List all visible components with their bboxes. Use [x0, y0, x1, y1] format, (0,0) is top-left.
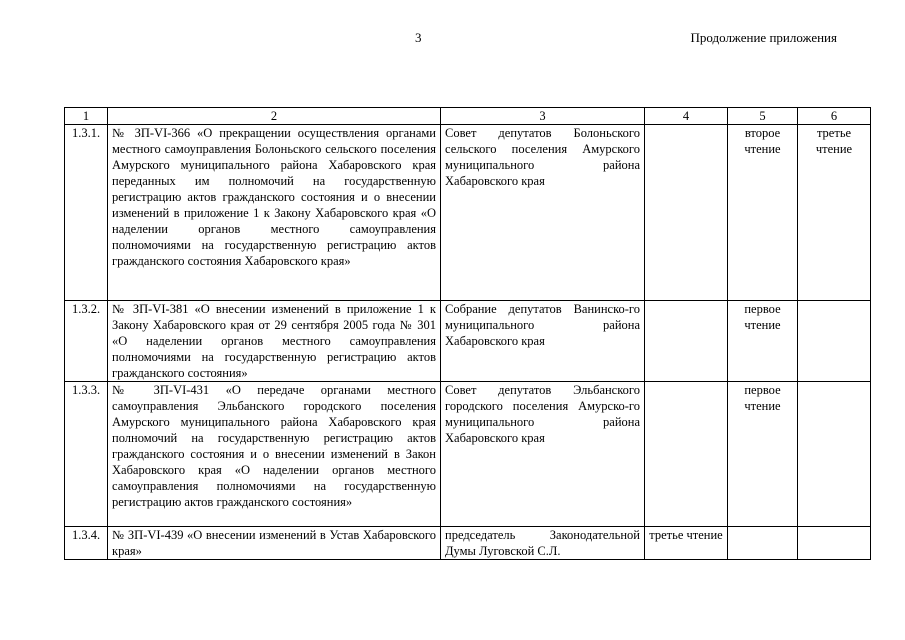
- reading-col5: [728, 527, 798, 560]
- row-number: 1.3.3.: [65, 382, 108, 527]
- continuation-label: Продолжение приложения: [690, 30, 837, 45]
- reading-col4: [645, 301, 728, 382]
- initiator: Совет депутатов Болоньского сельского поселения Амурского муниципального района Хабаровского края: [441, 125, 645, 301]
- row-number: 1.3.2.: [65, 301, 108, 382]
- bill-title: № ЗП-VI-366 «О прекращении осуществления органами местного самоуправления Болоньского сельского поселения Амурского муниципального района Хабаровского края переданных им полномочий на государственную регистрацию актов гражданского состояния и о внесении изменений в приложение 1 к Закону Хабаровского края «О наделении органов местного самоуправления полномочиями на государственную регистрацию актов гражданского состояния Хабаровского края»: [108, 125, 441, 301]
- reading-col6: [798, 527, 871, 560]
- reading-col6: [798, 382, 871, 527]
- page-number: 3: [415, 30, 422, 45]
- header-row: [65, 108, 871, 125]
- column-header-2: 2: [108, 108, 441, 125]
- row-number: 1.3.4.: [65, 527, 108, 560]
- table-row: [65, 301, 871, 382]
- table-row: [65, 382, 871, 527]
- initiator: Совет депутатов Эльбанского городского поселения Амурско-го муниципального района Хабаровского края: [441, 382, 645, 527]
- reading-col4: третье чтение: [645, 527, 728, 560]
- reading-col5: первое чтение: [728, 301, 798, 382]
- agenda-table: [64, 107, 871, 560]
- bill-title: № ЗП-VI-381 «О внесении изменений в приложение 1 к Закону Хабаровского края от 29 сентября 2005 года № 301 «О наделении органов местного самоуправления полномочиями на государственную регистрацию актов гражданского состояния»: [108, 301, 441, 382]
- column-header-6: 6: [798, 108, 871, 125]
- table-row: [65, 527, 871, 560]
- initiator: Собрание депутатов Ванинско-го муниципального района Хабаровского края: [441, 301, 645, 382]
- initiator: председатель Законодательной Думы Луговской С.Л.: [441, 527, 645, 560]
- reading-col4: [645, 125, 728, 301]
- reading-col5: второе чтение: [728, 125, 798, 301]
- reading-col6: третье чтение: [798, 125, 871, 301]
- reading-col5: первое чтение: [728, 382, 798, 527]
- row-number: 1.3.1.: [65, 125, 108, 301]
- table-row: [65, 125, 871, 301]
- bill-title: № ЗП-VI-439 «О внесении изменений в Устав Хабаровского края»: [108, 527, 441, 560]
- bill-title: № ЗП-VI-431 «О передаче органами местного самоуправления Эльбанского городского поселения Амурского муниципального района Хабаровского края полномочий на государственную регистрацию актов гражданского состояния и о внесении изменений в Закон Хабаровского края «О наделении органов местного самоуправления полномочиями на государственную регистрацию актов гражданского состояния»: [108, 382, 441, 527]
- column-header-1: 1: [65, 108, 108, 125]
- reading-col4: [645, 382, 728, 527]
- column-header-5: 5: [728, 108, 798, 125]
- column-header-4: 4: [645, 108, 728, 125]
- reading-col6: [798, 301, 871, 382]
- column-header-3: 3: [441, 108, 645, 125]
